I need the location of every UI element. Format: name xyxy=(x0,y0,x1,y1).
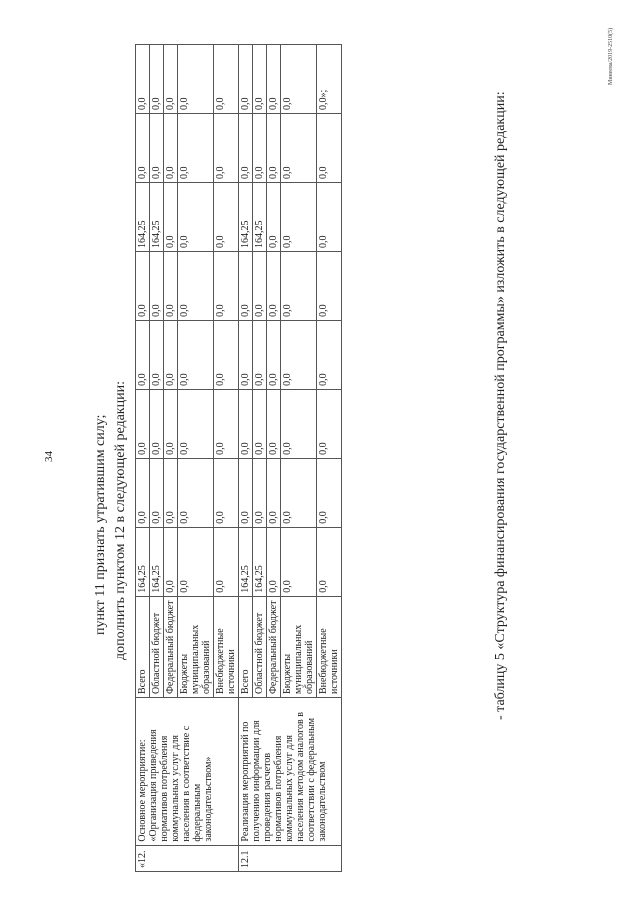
value-cell: 0,0 xyxy=(178,527,214,596)
value-cell: 0,0 xyxy=(267,183,281,252)
value-cell: 0,0 xyxy=(136,45,150,114)
value-cell: 0,0 xyxy=(214,183,239,252)
value-cell: 0,0 xyxy=(317,527,342,596)
value-cell: 0,0 xyxy=(253,389,267,458)
value-cell: 0,0 xyxy=(239,45,253,114)
value-cell: 0,0 xyxy=(136,251,150,320)
financing-table xyxy=(135,44,342,872)
value-cell: 0,0 xyxy=(281,320,317,389)
value-cell: 0,0 xyxy=(267,251,281,320)
value-cell: 164,25 xyxy=(150,527,164,596)
value-cell: 164,25 xyxy=(150,183,164,252)
value-cell: 164,25 xyxy=(239,183,253,252)
value-cell: 0,0 xyxy=(267,114,281,183)
value-cell: 0,0 xyxy=(317,458,342,527)
value-cell: 0,0 xyxy=(281,183,317,252)
row-number: «12. xyxy=(136,845,239,871)
funding-source: Федеральный бюджет xyxy=(267,596,281,697)
funding-source: Областной бюджет xyxy=(253,596,267,697)
value-cell: 0,0 xyxy=(178,389,214,458)
value-cell: 0,0 xyxy=(164,389,178,458)
value-cell: 0,0 xyxy=(214,320,239,389)
value-cell: 0,0 xyxy=(136,458,150,527)
value-cell: 0,0 xyxy=(178,320,214,389)
value-cell: 0,0 xyxy=(253,251,267,320)
funding-source: Внебюджетные источники xyxy=(214,596,239,697)
measure-name: Реализация мероприятий по получению информации для проведения расчетов нормативов потребления коммунальных услуг для населения методом аналогов в соответствии с федеральным законодательством xyxy=(239,698,342,846)
intro-line-2: дополнить пунктом 12 в следующей редакции: xyxy=(113,381,128,660)
value-cell: 0,0 xyxy=(214,458,239,527)
value-cell: 0,0 xyxy=(281,458,317,527)
table-row xyxy=(136,45,150,872)
value-cell: 0,0 xyxy=(267,45,281,114)
page-number: 34 xyxy=(43,451,55,462)
measure-name: Основное мероприятие: «Организация приведения нормативов потребления коммунальных услуг для населения в соответствие с федеральным законодательством» xyxy=(136,698,239,846)
value-cell: 0,0 xyxy=(267,320,281,389)
value-cell: 0,0 xyxy=(253,320,267,389)
value-cell: 0,0 xyxy=(164,251,178,320)
value-cell: 0,0 xyxy=(164,458,178,527)
value-cell: 0,0 xyxy=(281,45,317,114)
value-cell: 0,0 xyxy=(253,114,267,183)
funding-source: Федеральный бюджет xyxy=(164,596,178,697)
value-cell: 0,0 xyxy=(317,389,342,458)
value-cell: 0,0 xyxy=(214,45,239,114)
table-row xyxy=(239,45,253,872)
value-cell: 0,0 xyxy=(214,527,239,596)
footer-text: - таблицу 5 «Структура финансирования государственной программы» изложить в следующей редакции: xyxy=(493,91,508,720)
value-cell: 0,0 xyxy=(281,251,317,320)
value-cell: 0,0 xyxy=(214,389,239,458)
value-cell: 0,0 xyxy=(239,320,253,389)
value-cell: 0,0 xyxy=(178,183,214,252)
value-cell: 164,25 xyxy=(136,183,150,252)
value-cell: 0,0 xyxy=(150,251,164,320)
value-cell: 0,0 xyxy=(178,114,214,183)
value-cell: 0,0 xyxy=(136,114,150,183)
value-cell: 0,0 xyxy=(239,251,253,320)
value-cell: 0,0 xyxy=(150,320,164,389)
value-cell: 0,0 xyxy=(178,458,214,527)
value-cell: 0,0 xyxy=(267,458,281,527)
value-cell: 0,0 xyxy=(317,251,342,320)
value-cell: 0,0 xyxy=(150,45,164,114)
funding-source: Всего xyxy=(239,596,253,697)
value-cell: 164,25 xyxy=(253,183,267,252)
funding-source: Всего xyxy=(136,596,150,697)
value-cell: 0,0 xyxy=(239,389,253,458)
value-cell: 0,0 xyxy=(164,320,178,389)
value-cell: 0,0 xyxy=(239,458,253,527)
value-cell: 0,0 xyxy=(317,183,342,252)
value-cell: 0,0 xyxy=(178,251,214,320)
document-code: Минеева/2019-2510(5) xyxy=(608,27,614,85)
value-cell: 0,0 xyxy=(150,114,164,183)
funding-source: Внебюджетные источники xyxy=(317,596,342,697)
value-cell: 0,0 xyxy=(267,389,281,458)
value-cell: 0,0 xyxy=(317,320,342,389)
value-cell: 164,25 xyxy=(253,527,267,596)
value-cell: 0,0 xyxy=(317,114,342,183)
value-cell: 0,0 xyxy=(214,251,239,320)
intro-line-1: пункт 11 признать утратившим силу; xyxy=(93,414,108,635)
value-cell: 0,0 xyxy=(253,458,267,527)
value-cell: 0,0 xyxy=(164,527,178,596)
value-cell: 0,0»; xyxy=(317,45,342,114)
value-cell: 0,0 xyxy=(136,320,150,389)
funding-source: Бюджеты муниципальных образований xyxy=(281,596,317,697)
value-cell: 0,0 xyxy=(253,45,267,114)
value-cell: 164,25 xyxy=(239,527,253,596)
value-cell: 0,0 xyxy=(164,114,178,183)
value-cell: 0,0 xyxy=(136,389,150,458)
value-cell: 0,0 xyxy=(281,389,317,458)
funding-source: Областной бюджет xyxy=(150,596,164,697)
value-cell: 164,25 xyxy=(136,527,150,596)
value-cell: 0,0 xyxy=(281,527,317,596)
value-cell: 0,0 xyxy=(281,114,317,183)
value-cell: 0,0 xyxy=(239,114,253,183)
funding-source: Бюджеты муниципальных образований xyxy=(178,596,214,697)
value-cell: 0,0 xyxy=(150,389,164,458)
value-cell: 0,0 xyxy=(164,45,178,114)
value-cell: 0,0 xyxy=(214,114,239,183)
value-cell: 0,0 xyxy=(164,183,178,252)
value-cell: 0,0 xyxy=(150,458,164,527)
value-cell: 0,0 xyxy=(178,45,214,114)
value-cell: 0,0 xyxy=(267,527,281,596)
row-number: 12.1 xyxy=(239,845,342,871)
